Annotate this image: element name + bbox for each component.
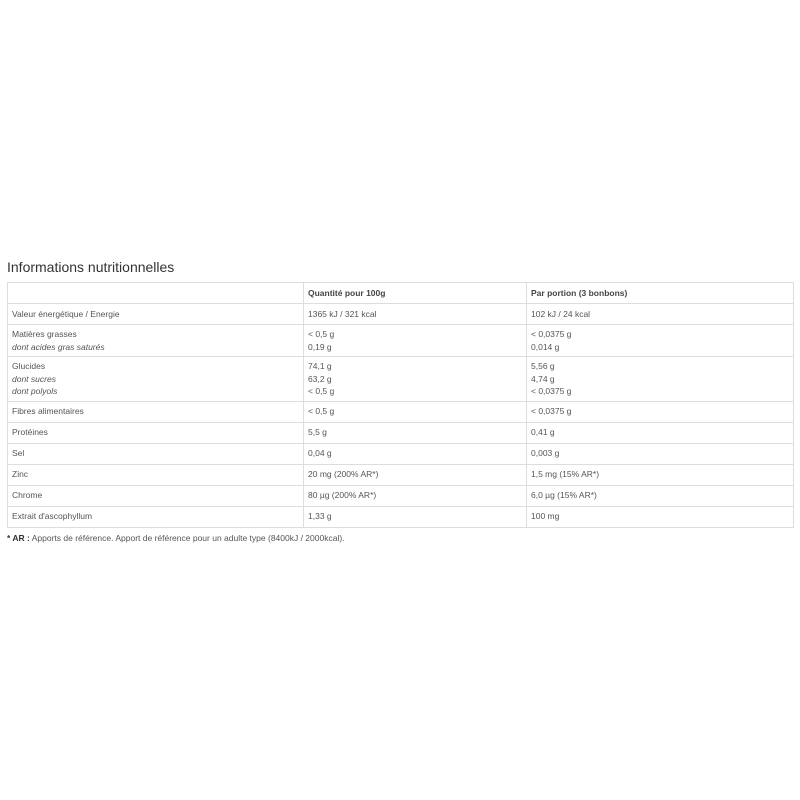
per-100g-cell: [304, 506, 527, 527]
nutrient-cell: [8, 443, 304, 464]
table-row: [8, 422, 794, 443]
header-nutrient: [8, 283, 304, 304]
value-text: 0,41 g: [531, 427, 555, 438]
value-text: 0,19 g: [308, 341, 332, 352]
footnote-text: Apports de référence. Apport de référence pour un adulte type (8400kJ / 2000kcal).: [29, 532, 345, 543]
value-text: < 0,5 g: [308, 386, 335, 396]
per-portion-cell: [527, 485, 794, 506]
value-text: < 0,0375 g: [531, 329, 572, 339]
value-text: 5,56 g: [531, 361, 555, 371]
nutrient-cell: [8, 357, 304, 402]
footnote: [7, 533, 793, 543]
table-row: [8, 401, 794, 422]
value-text: 5,5 g: [308, 427, 327, 438]
nutrient-label: Chrome: [12, 490, 43, 501]
per-100g-cell: [304, 325, 527, 357]
value-text: 6,0 µg (15% AR*): [531, 490, 597, 501]
per-portion-cell: [527, 357, 794, 402]
nutrient-label: Matières grasses: [12, 329, 77, 339]
nutrient-label: Sel: [12, 448, 25, 459]
value-text: 0,003 g: [531, 448, 560, 459]
per-100g-cell: [304, 401, 527, 422]
value-text: 4,74 g: [531, 373, 555, 384]
nutrient-label: Glucides: [12, 361, 46, 371]
per-portion-cell: [527, 506, 794, 527]
value-text: < 0,5 g: [308, 406, 335, 417]
nutrient-cell: [8, 325, 304, 357]
table-row: [8, 357, 794, 402]
value-text: < 0,0375 g: [531, 386, 572, 396]
nutrient-cell: [8, 304, 304, 325]
per-100g-cell: [304, 422, 527, 443]
value-text: 80 µg (200% AR*): [308, 490, 377, 501]
footnote-marker: * AR :: [7, 532, 30, 543]
per-100g-cell: [304, 485, 527, 506]
sub-nutrient-label: dont acides gras saturés: [12, 341, 105, 352]
per-portion-cell: [527, 464, 794, 485]
table-row: [8, 464, 794, 485]
nutrient-label: Valeur énergétique / Energie: [12, 308, 120, 319]
per-100g-cell: [304, 304, 527, 325]
nutrition-section: [7, 258, 793, 543]
per-portion-cell: [527, 304, 794, 325]
table-row: [8, 485, 794, 506]
value-text: 0,04 g: [308, 448, 332, 459]
table-row: [8, 506, 794, 527]
nutrient-cell: [8, 422, 304, 443]
nutrient-cell: [8, 401, 304, 422]
nutrient-label: Protéines: [12, 427, 48, 438]
nutrient-label: Extrait d'ascophyllum: [12, 511, 93, 522]
nutrient-cell: [8, 464, 304, 485]
value-text: 63,2 g: [308, 373, 332, 384]
table-row: [8, 443, 794, 464]
section-title: Informations nutritionnelles: [7, 259, 175, 275]
table-row: [8, 304, 794, 325]
nutrition-table: [7, 282, 794, 528]
per-portion-cell: [527, 422, 794, 443]
sub-nutrient-label: dont polyols: [12, 386, 58, 396]
value-text: 20 mg (200% AR*): [308, 469, 379, 480]
value-text: 0,014 g: [531, 341, 560, 352]
nutrient-label: Zinc: [12, 469, 29, 480]
value-text: 74,1 g: [308, 361, 332, 371]
value-text: < 0,0375 g: [531, 406, 572, 417]
per-100g-cell: [304, 443, 527, 464]
value-text: 1,5 mg (15% AR*): [531, 469, 600, 480]
value-text: 102 kJ / 24 kcal: [531, 308, 591, 319]
value-text: 100 mg: [531, 511, 560, 522]
sub-nutrient-label: dont sucres: [12, 373, 56, 384]
nutrient-cell: [8, 506, 304, 527]
per-100g-cell: [304, 464, 527, 485]
nutrient-label: Fibres alimentaires: [12, 406, 84, 417]
header-per-100g: Quantité pour 100g: [304, 283, 527, 304]
value-text: < 0,5 g: [308, 329, 335, 339]
per-portion-cell: [527, 401, 794, 422]
nutrient-cell: [8, 485, 304, 506]
header-per-portion: Par portion (3 bonbons): [527, 283, 794, 304]
table-row: [8, 325, 794, 357]
per-100g-cell: [304, 357, 527, 402]
value-text: 1,33 g: [308, 511, 332, 522]
table-header-row: [8, 283, 794, 304]
per-portion-cell: [527, 325, 794, 357]
value-text: 1365 kJ / 321 kcal: [308, 308, 377, 319]
per-portion-cell: [527, 443, 794, 464]
